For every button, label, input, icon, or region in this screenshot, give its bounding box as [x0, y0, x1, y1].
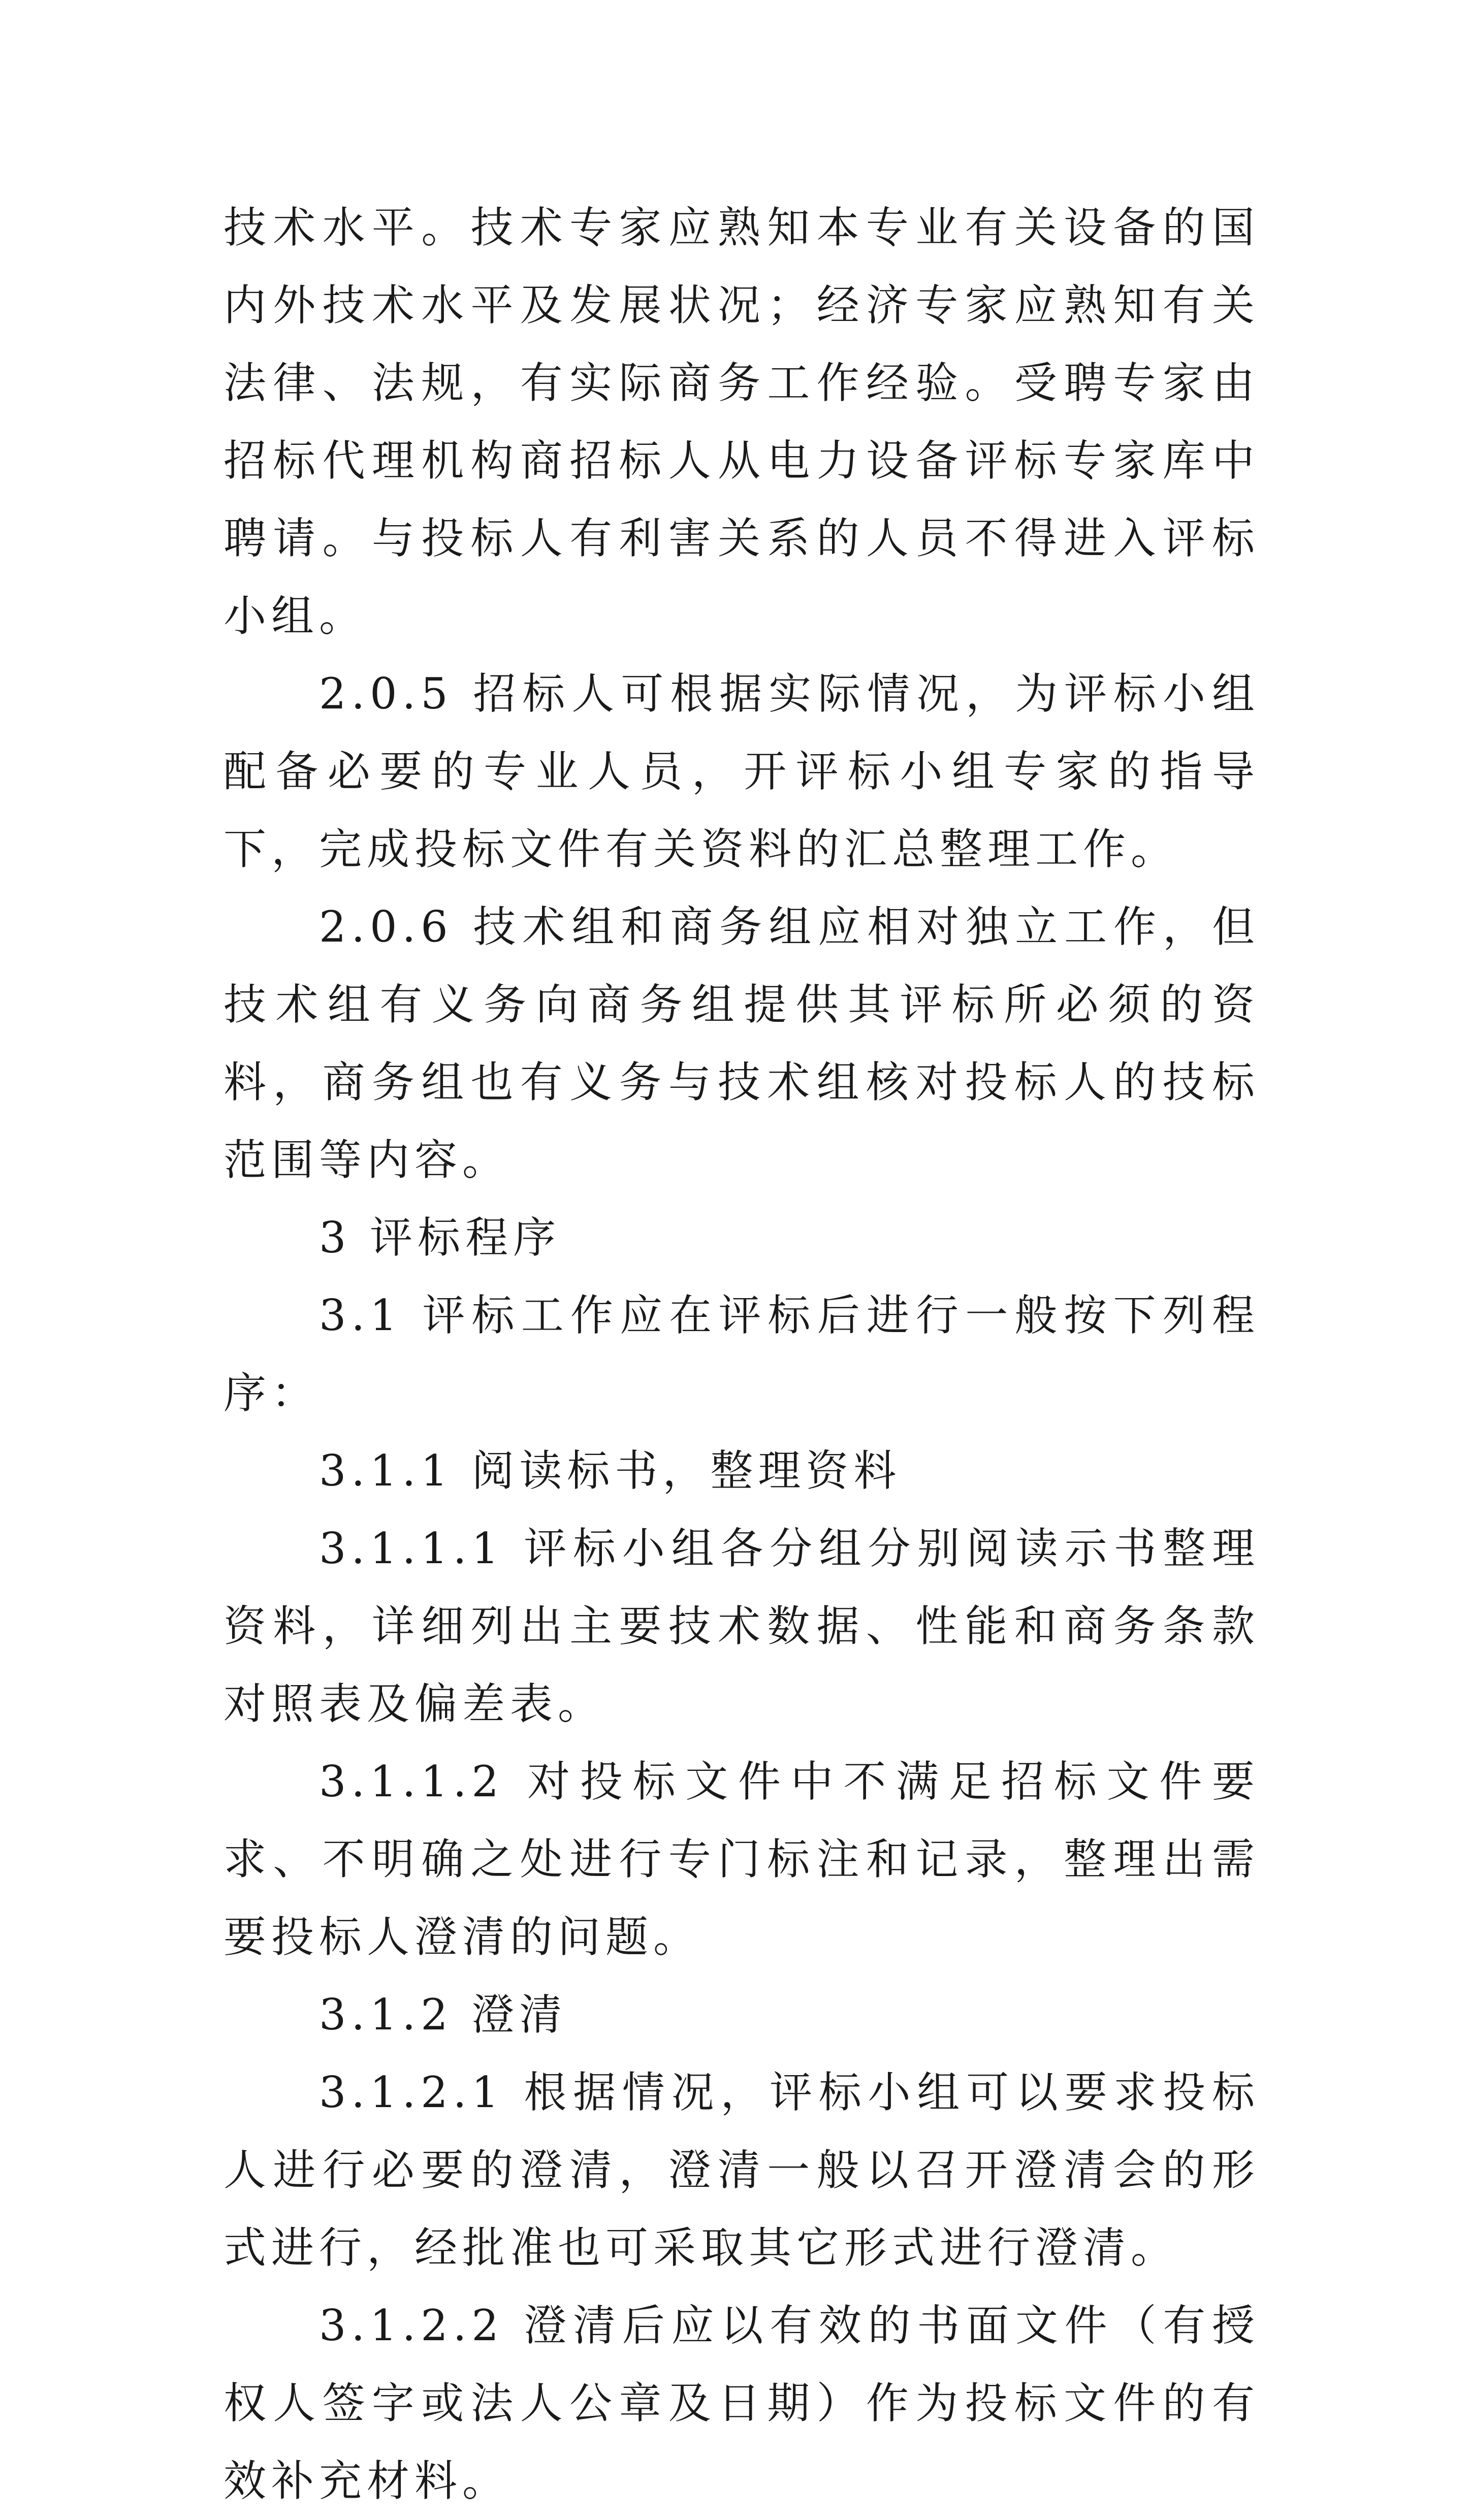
paragraph-continuation: 技术水平。技术专家应熟知本专业有关设备的国内外技术水平及发展状况；经济专家应熟知有关法律、法规，有实际商务工作经验。受聘专家由招标代理机构商招标人从电力设备评标专家库中聘请。与投标人有利害关系的人员不得进入评标小组。 [223, 203, 1260, 641]
paragraph-2-0-5: 2.0.5 招标人可根据实际情况，为评标小组配备必要的专业人员，开评标小组专家的指导下，完成投标文件有关资料的汇总整理工作。 [223, 669, 1260, 874]
paragraph-3-1-2-1: 3.1.2.1 根据情况，评标小组可以要求投标人进行必要的澄清，澄清一般以召开澄清会的形式进行，经批准也可采取其它形式进行澄清。 [223, 2067, 1260, 2273]
section-heading-3: 3 评标程序 [319, 1213, 561, 1263]
document-body [223, 189, 1260, 2520]
paragraph-2-0-6: 2.0.6 技术组和商务组应相对独立工作，但技术组有义务向商务组提供其评标所必须的资料，商务组也有义务与技术组核对投标人的技标范围等内容。 [223, 902, 1260, 1185]
paragraph-3-1-1: 3.1.1 阅读标书，整理资料 [319, 1446, 902, 1496]
paragraph-3-1-2-2: 3.1.2.2 澄清后应以有效的书面文件（有授权人签字或法人公章及日期）作为投标文件的有效补充材料。 [223, 2301, 1260, 2506]
paragraph-3-1-2: 3.1.2 澄清 [319, 1990, 567, 2040]
paragraph-3-1-1-1: 3.1.1.1 评标小组各分组分别阅读示书整理资料，详细列出主要技术数据、性能和商务条款对照表及偏差表。 [223, 1524, 1260, 1729]
paragraph-3-1-1-2: 3.1.1.2 对投标文件中不满足招标文件要求、不明确之处进行专门标注和记录，整理出需要投标人澄清的问题。 [223, 1757, 1260, 1962]
paragraph-3-1: 3.1 评标工作应在评标后进行一般按下列程序： [223, 1290, 1260, 1418]
